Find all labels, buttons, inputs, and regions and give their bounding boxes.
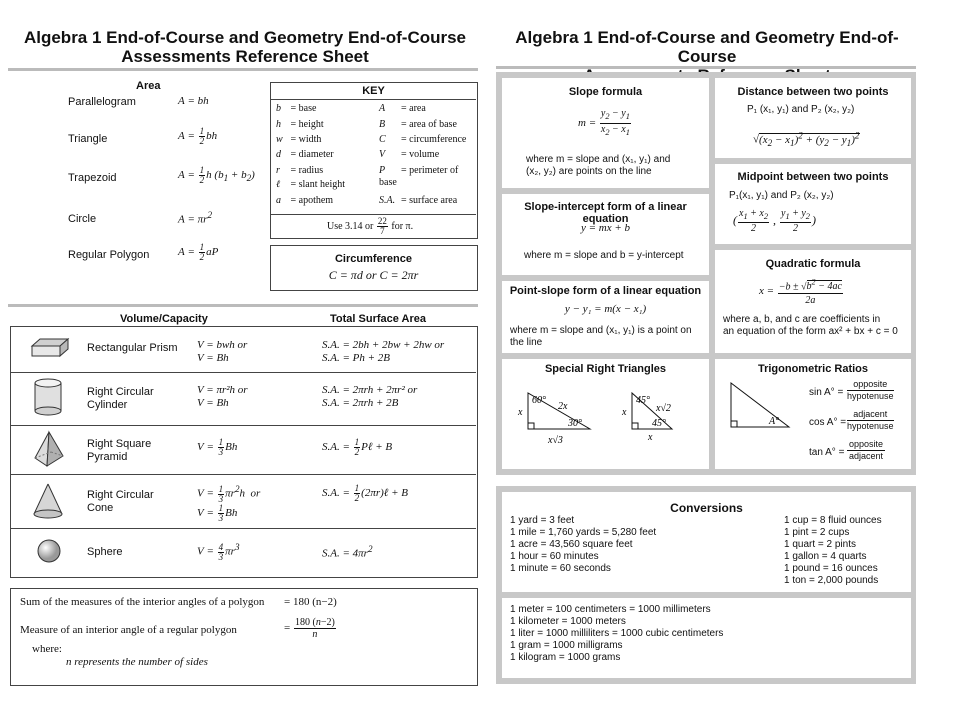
slope-desc-1: where m = slope and (x₁, y₁) and: [526, 154, 671, 165]
conv-right-1: 1 pint = 2 cups: [784, 527, 850, 538]
slope-cell: [502, 78, 709, 188]
solid-surface-cyl-2: S.A. = 2πrh + 2B: [322, 397, 399, 409]
solid-volume-pyramid: V = $\frac{1}{3}$ Bh: [197, 437, 238, 457]
distance-header: Distance between two points: [737, 86, 889, 98]
slope-intercept-formula: y = mx + b: [580, 222, 631, 234]
conv-metric-3: 1 gram = 1000 milligrams: [510, 640, 623, 651]
quadratic-desc-2: an equation of the form ax² + bx + c = 0: [723, 326, 898, 337]
trig-tan-label: tan A° =: [809, 447, 845, 458]
volume-header: Volume/Capacity: [120, 313, 208, 325]
key-item-C: C = circumference: [379, 134, 467, 145]
trig-triangle-figure: [725, 379, 795, 431]
area-formula-trapezoid: A = $\frac{1}{2}$ h $(b_1 + b_2)$: [178, 165, 255, 185]
trig-tan-ratio: opposite adjacent: [849, 439, 884, 461]
trig-cell: [715, 359, 911, 469]
svg-text:x√2: x√2: [656, 403, 671, 414]
solid-surface-sphere: S.A. = $4\pi r^2$: [322, 544, 373, 560]
conv-metric-4: 1 kilogram = 1000 grams: [510, 652, 621, 663]
solid-name-cone-1: Right Circular: [87, 489, 154, 501]
svg-text:45°: 45°: [636, 395, 650, 406]
conv-right-2: 1 quart = 2 pints: [784, 539, 856, 550]
area-formula-circle: $A = \pi r^2$: [178, 210, 213, 226]
right-title-rule: [496, 66, 916, 69]
area-header: Area: [136, 80, 161, 92]
distance-formula: $√(x_2 - x_1)^2 + (y_2 - y_1)^2$: [753, 130, 860, 148]
conv-metric-1: 1 kilometer = 1000 meters: [510, 616, 626, 627]
area-name-regular-polygon: Regular Polygon: [68, 249, 150, 261]
solid-volume-cyl-2: V = Bh: [197, 397, 229, 409]
distance-cell: [715, 78, 911, 158]
solid-name-cylinder-2: Cylinder: [87, 399, 128, 411]
key-item-V: V = volume: [379, 149, 440, 160]
solid-volume-cyl-1: V = πr²h or: [197, 384, 248, 396]
conv-right-5: 1 ton = 2,000 pounds: [784, 575, 879, 586]
area-formula-regular-polygon: A = $\frac{1}{2}$ aP: [178, 242, 219, 262]
surface-header: Total Surface Area: [330, 313, 426, 325]
area-name-trapezoid: Trapezoid: [68, 172, 117, 184]
svg-text:x: x: [648, 432, 653, 443]
svg-text:x: x: [622, 407, 627, 418]
midpoint-header: Midpoint between two points: [737, 171, 889, 183]
conv-left-3: 1 hour = 60 minutes: [510, 551, 599, 562]
key-item-b: b = base: [276, 103, 317, 114]
solid-volume-cone-1: V = $\frac{1}{3}$ $\pi r^2h$ or: [197, 483, 261, 504]
volume-rule: [8, 304, 478, 307]
solid-surface-pyramid: S.A. = $\frac{1}{2}$ Pℓ + B: [322, 437, 393, 457]
svg-text:x: x: [518, 407, 523, 418]
polygon-where: where:: [32, 643, 62, 655]
key-item-P: P = perimeter of base: [379, 165, 459, 188]
svg-text:60°: 60°: [532, 395, 546, 406]
polygon-angle-formula: = $\frac{180 (n-2)}{n}$: [284, 617, 335, 640]
quadratic-formula: x = $\frac{-b \pm √b^2 - 4ac}{2a}$: [759, 278, 842, 307]
polygon-sum-formula: = 180 (n−2): [284, 596, 337, 608]
quadratic-header: Quadratic formula: [765, 258, 861, 270]
solid-surface-rect-2: S.A. = Ph + 2B: [322, 352, 391, 364]
slope-intercept-desc: where m = slope and b = y-intercept: [524, 250, 684, 261]
key-header-divider: [271, 99, 476, 100]
circumference-header: Circumference: [334, 253, 413, 265]
key-item-a: a = apothem: [276, 195, 334, 206]
quadratic-cell: [715, 250, 911, 353]
cone-icon: [31, 482, 65, 522]
solid-name-cone-2: Cone: [87, 502, 114, 514]
trig-sin-label: sin A° =: [809, 387, 844, 398]
key-item-d: d = diameter: [276, 149, 334, 160]
slope-formula: m = $\frac{y_2 - y_1}{x_2 - x_1}$: [578, 108, 630, 137]
solids-table: [10, 326, 478, 578]
conv-left-0: 1 yard = 3 feet: [510, 515, 575, 526]
key-footer-divider: [271, 214, 476, 215]
svg-text:x√3: x√3: [548, 435, 563, 446]
key-header: KEY: [362, 85, 385, 97]
solid-name-sphere: Sphere: [87, 546, 123, 558]
key-item-h: h = height: [276, 119, 324, 130]
conversions-customary-cell: [502, 492, 911, 592]
key-box: [270, 82, 478, 239]
key-pi-note: Use 3.14 or $\frac{22}{7}$ for π.: [327, 216, 414, 236]
circumference-box: [270, 245, 478, 291]
distance-points: P₁ (x₁, y₁) and P₂ (x₂, y₂): [747, 104, 855, 115]
midpoint-cell: [715, 164, 911, 244]
solid-volume-cone-2: V = $\frac{1}{3}$ Bh: [197, 503, 238, 523]
special-triangles-header: Special Right Triangles: [544, 363, 667, 375]
polygon-angle-label: Measure of an interior angle of a regular polygon: [20, 624, 237, 636]
point-slope-header: Point-slope form of a linear equation: [509, 285, 702, 297]
conv-left-2: 1 acre = 43,560 square feet: [510, 539, 633, 550]
trig-cos-ratio: adjacent hypotenuse: [847, 409, 894, 431]
solid-volume-sphere: V = $\frac{4}{3}$ $\pi r^3$: [197, 541, 240, 562]
special-triangles-figure: [512, 379, 702, 449]
special-triangles-cell: [502, 359, 709, 469]
conv-right-3: 1 gallon = 4 quarts: [784, 551, 867, 562]
slope-intercept-header: Slope-intercept form of a linear equation: [524, 201, 687, 225]
left-title: Algebra 1 End-of-Course and Geometry End-of-Course Assessments Reference Sheet: [23, 28, 467, 66]
key-item-B: B = area of base: [379, 119, 457, 130]
solid-name-pyramid-2: Pyramid: [87, 451, 128, 463]
area-formula-triangle: A = $\frac{1}{2}$ bh: [178, 126, 218, 146]
svg-text:30°: 30°: [568, 418, 582, 429]
solid-name-cylinder-1: Right Circular: [87, 386, 154, 398]
point-slope-desc-2: the line: [510, 337, 543, 348]
key-item-w: w = width: [276, 134, 322, 145]
key-item-l: ℓ = slant height: [276, 179, 346, 190]
area-formula-parallelogram: A = bh: [178, 95, 209, 107]
area-name-parallelogram: Parallelogram: [68, 96, 136, 108]
polygon-sum-label: Sum of the measures of the interior angles of a polygon: [20, 596, 265, 608]
point-slope-formula: y − y₁ = m(x − x₁): [564, 303, 647, 315]
conv-metric-2: 1 liter = 1000 milliliters = 1000 cubic centimeters: [510, 628, 724, 639]
point-slope-cell: [502, 281, 709, 353]
area-name-circle: Circle: [68, 213, 97, 225]
svg-text:A°: A°: [769, 416, 780, 427]
key-item-A: A = area: [379, 103, 426, 114]
midpoint-formula: ( $\frac{x_1 + x_2}{2}$ , $\frac{y_1 + y_2}{2}$ ): [733, 208, 816, 234]
slope-desc-2: (x₂, y₂) are points on the line: [526, 166, 652, 177]
key-item-r: r = radius: [276, 165, 324, 176]
quadratic-desc-1: where a, b, and c are coefficients in: [723, 314, 881, 325]
polygon-n-desc: n represents the number of sides: [66, 656, 208, 668]
solid-volume-rect-1: V = bwh or: [197, 339, 248, 351]
svg-text:45°: 45°: [652, 418, 666, 429]
midpoint-points: P₁(x₁, y₁) and P₂ (x₂, y₂): [729, 190, 834, 201]
right-title: Algebra 1 End-of-Course and Geometry End-of-Course: [515, 28, 899, 66]
trig-cos-label: cos A° =: [809, 417, 847, 428]
conv-left-1: 1 mile = 1,760 yards = 5,280 feet: [510, 527, 657, 538]
solid-volume-rect-2: V = Bh: [197, 352, 229, 364]
solid-surface-cyl-1: S.A. = 2πrh + 2πr² or: [322, 384, 418, 396]
solid-surface-rect-1: S.A. = 2bh + 2bw + 2hw or: [322, 339, 445, 351]
pyramid-icon: [33, 430, 65, 470]
left-title-rule: [8, 68, 478, 71]
conv-metric-0: 1 meter = 100 centimeters = 1000 millimeters: [510, 604, 711, 615]
trig-header: Trigonometric Ratios: [757, 363, 869, 375]
conv-right-0: 1 cup = 8 fluid ounces: [784, 515, 882, 526]
slope-intercept-cell: [502, 194, 709, 275]
conv-left-4: 1 minute = 60 seconds: [510, 563, 611, 574]
conversions-header: Conversions: [670, 501, 743, 515]
point-slope-desc-1: where m = slope and (x₁, y₁) is a point on: [510, 325, 692, 336]
solid-name-pyramid-1: Right Square: [87, 438, 152, 450]
circumference-formula: C = πd or C = 2πr: [328, 268, 419, 282]
rectangular-prism-icon: [30, 336, 70, 358]
conversions-metric-cell: [502, 598, 911, 678]
key-item-SA: S.A. = surface area: [379, 195, 458, 206]
trig-sin-ratio: opposite hypotenuse: [847, 379, 894, 401]
sphere-icon: [36, 538, 62, 564]
solid-surface-cone: S.A. = $\frac{1}{2}$ (2πr)ℓ + B: [322, 483, 408, 503]
solid-name-rectangular-prism: Rectangular Prism: [87, 342, 178, 354]
conv-right-4: 1 pound = 16 ounces: [784, 563, 878, 574]
slope-header: Slope formula: [568, 86, 643, 98]
area-name-triangle: Triangle: [68, 133, 108, 145]
svg-text:2x: 2x: [558, 401, 568, 412]
cylinder-icon: [33, 378, 63, 418]
